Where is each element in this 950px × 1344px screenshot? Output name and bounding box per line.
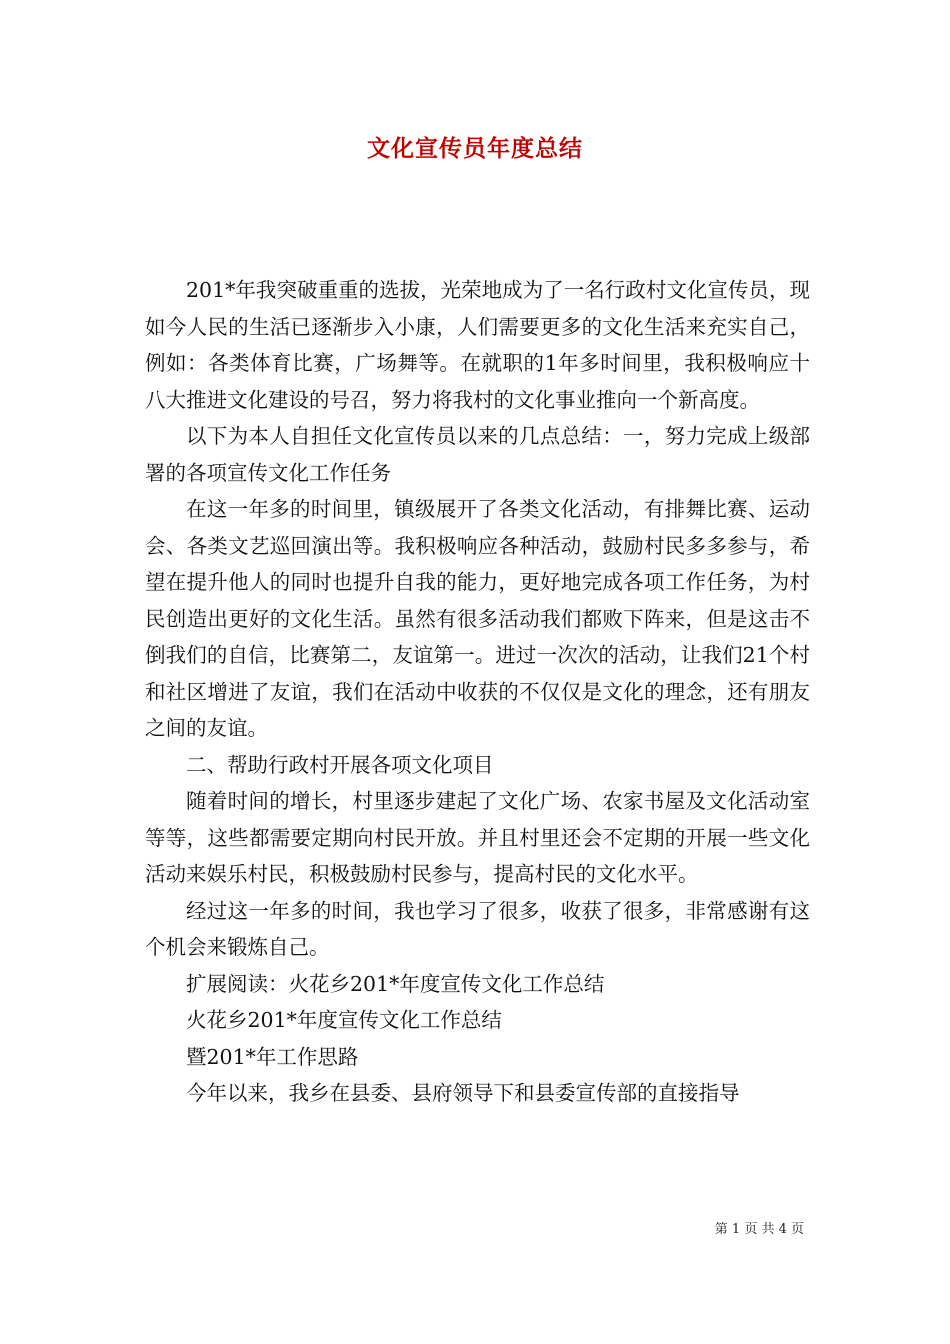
body-paragraph: 今年以来，我乡在县委、县府领导下和县委宣传部的直接指导	[186, 1081, 740, 1105]
sub-title: 暨201*年工作思路	[186, 1044, 359, 1069]
extended-reading-heading: 扩展阅读：火花乡201*年度宣传文化工作总结	[186, 971, 605, 996]
body-paragraph: 在这一年多的时间里，镇级展开了各类文化活动，有排舞比赛、运动会、各类文艺巡回演出等。我积极响应各种活动，鼓励村民多多参与，希望在提升他人的同时也提升自我的能力，更好地完成各项工作任务，为村民创造出更好的文化生活。虽然有很多活动我们都败下阵来，但是这击不倒我们的自信，比赛第二，友谊第一。进过一次次的活动，让我们21个村和社区增进了友谊，我们在活动中收获的不仅仅是文化的理念，还有朋友之间的友谊。	[145, 497, 810, 740]
body-paragraph: 经过这一年多的时间，我也学习了很多，收获了很多，非常感谢有这个机会来锻炼自己。	[145, 898, 810, 959]
body-paragraph: 随着时间的增长，村里逐步建起了文化广场、农家书屋及文化活动室等等，这些都需要定期向村民开放。并且村里还会不定期的开展一些文化活动来娱乐村民，积极鼓励村民参与，提高村民的文化水平。	[145, 789, 810, 886]
document-body	[145, 272, 810, 1112]
document-title: 文化宣传员年度总结	[367, 135, 583, 162]
body-paragraph: 201*年我突破重重的选拔，光荣地成为了一名行政村文化宣传员，现如今人民的生活已逐渐步入小康，人们需要更多的文化生活来充实自己，例如：各类体育比赛，广场舞等。在就职的1年多时间里，我积极响应十八大推进文化建设的号召，努力将我村的文化事业推向一个新高度。	[145, 278, 810, 412]
sub-title: 火花乡201*年度宣传文化工作总结	[186, 1008, 502, 1032]
body-paragraph: 以下为本人自担任文化宣传员以来的几点总结：一，努力完成上级部署的各项宣传文化工作任务	[145, 424, 810, 485]
section-heading: 二、帮助行政村开展各项文化项目	[186, 752, 494, 777]
page-number-footer: 第 1 页 共 4 页	[714, 1222, 804, 1237]
